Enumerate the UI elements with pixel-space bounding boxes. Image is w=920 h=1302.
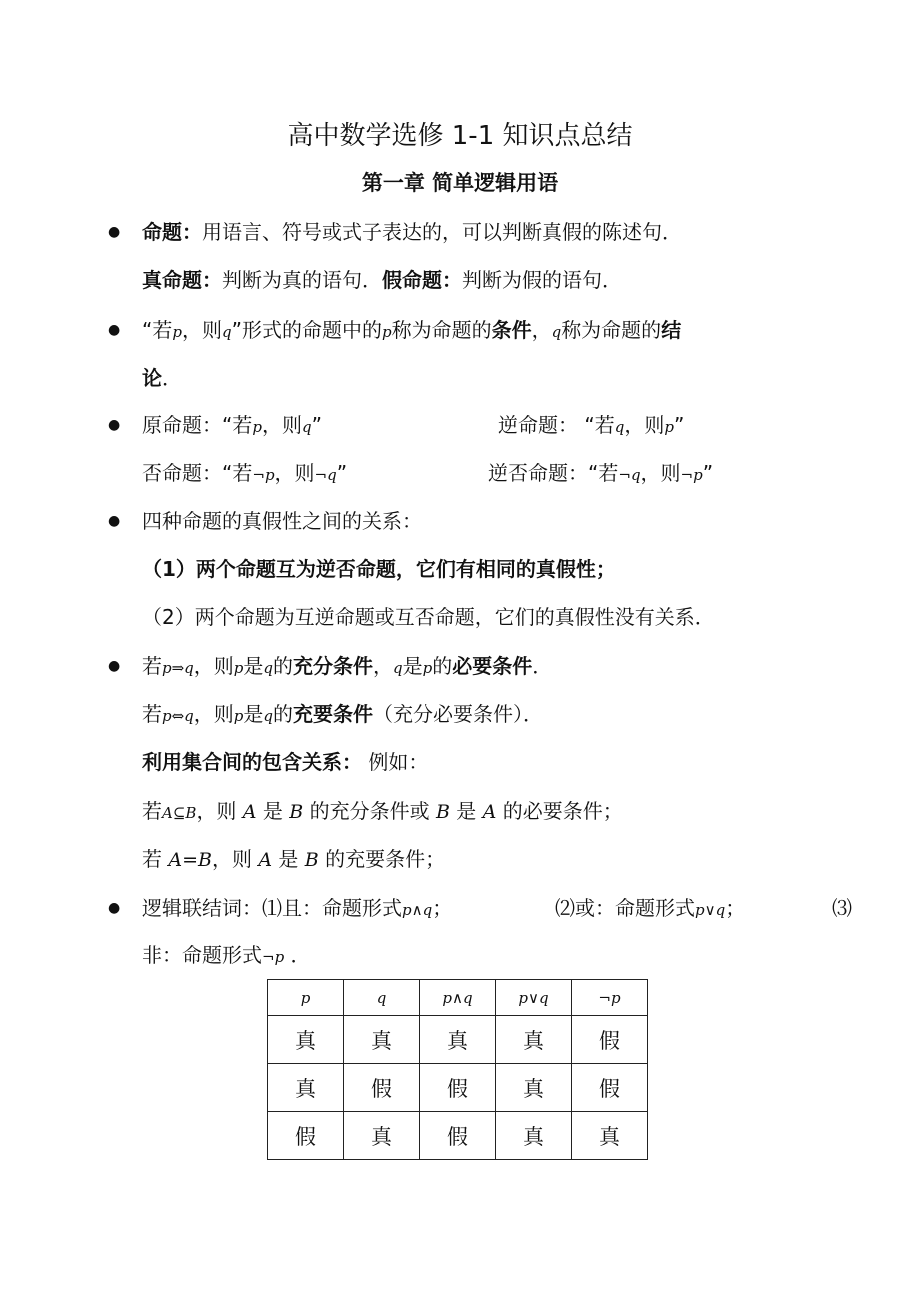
connective-and: 逻辑联结词：⑴且：命题形式p∧q；: [142, 896, 453, 920]
table-cell: 假: [268, 1112, 344, 1160]
necessary-condition-term: 必要条件: [452, 654, 533, 678]
conclusion-term-end: 论: [142, 366, 162, 390]
set-inclusion-line: 利用集合间的包含关系： 例如：: [142, 750, 429, 774]
table-header-row: [268, 980, 648, 1016]
true-proposition-def: 判断为真的语句．: [222, 268, 382, 292]
inverse-proposition: 否命题：“若¬p，则¬q”: [142, 461, 348, 485]
table-cell: 假: [344, 1064, 420, 1112]
table-header-cell: p: [268, 980, 344, 1016]
relations-intro: 四种命题的真假性之间的关系：: [142, 509, 422, 533]
table-header-cell: q: [344, 980, 420, 1016]
bullet-marker: ●: [108, 224, 121, 240]
table-cell: 假: [572, 1016, 648, 1064]
equal-sets-example: 若 A=B，则 A 是 B 的充要条件；: [142, 847, 446, 871]
proposition-definition: [142, 218, 682, 246]
connective-not: 非：命题形式¬p ．: [142, 943, 311, 967]
bullet-marker: ●: [108, 322, 121, 338]
table-cell: 假: [572, 1064, 648, 1112]
table-cell: 假: [420, 1064, 496, 1112]
conclusion-term-start: 结: [661, 318, 682, 342]
proposition-term: 命题：: [142, 220, 202, 244]
table-cell: 真: [496, 1064, 572, 1112]
bullet-marker: ●: [108, 417, 121, 433]
table-cell: 真: [572, 1112, 648, 1160]
condition-conclusion-line-2: 论．: [142, 366, 182, 390]
converse-proposition: 逆命题： “若q，则p”: [498, 413, 685, 437]
table-cell: 真: [268, 1016, 344, 1064]
bullet-marker: ●: [108, 658, 121, 674]
table-cell: 真: [344, 1112, 420, 1160]
iff-line: 若p⇔q，则p是q的充要条件（充分必要条件）．: [142, 702, 543, 726]
table-row: [268, 1064, 648, 1112]
subset-example: 若A⊆B，则 A 是 B 的充分条件或 B 是 A 的必要条件；: [142, 799, 623, 823]
table-cell: 真: [496, 1112, 572, 1160]
false-proposition-def: 判断为假的语句．: [462, 268, 622, 292]
table-header-cell: p∨q: [496, 980, 572, 1016]
page-title: 高中数学选修 1-1 知识点总结: [287, 121, 633, 151]
connective-or: ⑵或：命题形式p∨q；: [555, 896, 746, 920]
table-cell: 真: [268, 1064, 344, 1112]
table-cell: 真: [420, 1016, 496, 1064]
table-cell: 真: [344, 1016, 420, 1064]
condition-term: 条件: [491, 318, 532, 342]
relation-rule-1: （1）两个命题互为逆否命题，它们有相同的真假性；: [142, 557, 616, 581]
bullet-marker: ●: [108, 900, 121, 916]
proposition-def: 用语言、符号或式子表达的，可以判断真假的陈述句．: [202, 220, 682, 244]
table-row: [268, 1112, 648, 1160]
iff-condition-term: 充要条件: [293, 702, 373, 726]
contrapositive-proposition: 逆否命题：“若¬q，则¬p”: [488, 461, 714, 485]
true-proposition-term: 真命题：: [142, 268, 222, 292]
chapter-heading: 第一章 简单逻辑用语: [361, 171, 559, 195]
table-header-cell: p∧q: [420, 980, 496, 1016]
relation-rule-2: （2）两个命题为互逆命题或互否命题，它们的真假性没有关系．: [142, 605, 715, 629]
table-cell: 假: [420, 1112, 496, 1160]
table-row: [268, 1016, 648, 1064]
table-cell: 真: [496, 1016, 572, 1064]
table-header-cell: ¬p: [572, 980, 648, 1016]
set-inclusion-term: 利用集合间的包含关系：: [142, 750, 362, 774]
original-proposition: 原命题：“若p，则q”: [142, 413, 322, 437]
connective-not-number: ⑶: [832, 896, 852, 920]
false-proposition-term: 假命题：: [382, 268, 462, 292]
sufficient-condition-term: 充分条件: [293, 654, 373, 678]
bullet-marker: ●: [108, 513, 121, 529]
condition-conclusion-line: “若p，则q”形式的命题中的p称为命题的条件，q称为命题的结: [142, 318, 682, 342]
sufficient-necessary-line: 若p⇒q，则p是q的充分条件，q是p的必要条件．: [142, 654, 553, 678]
truth-table: [267, 979, 648, 1160]
true-false-propositions: [142, 266, 622, 294]
